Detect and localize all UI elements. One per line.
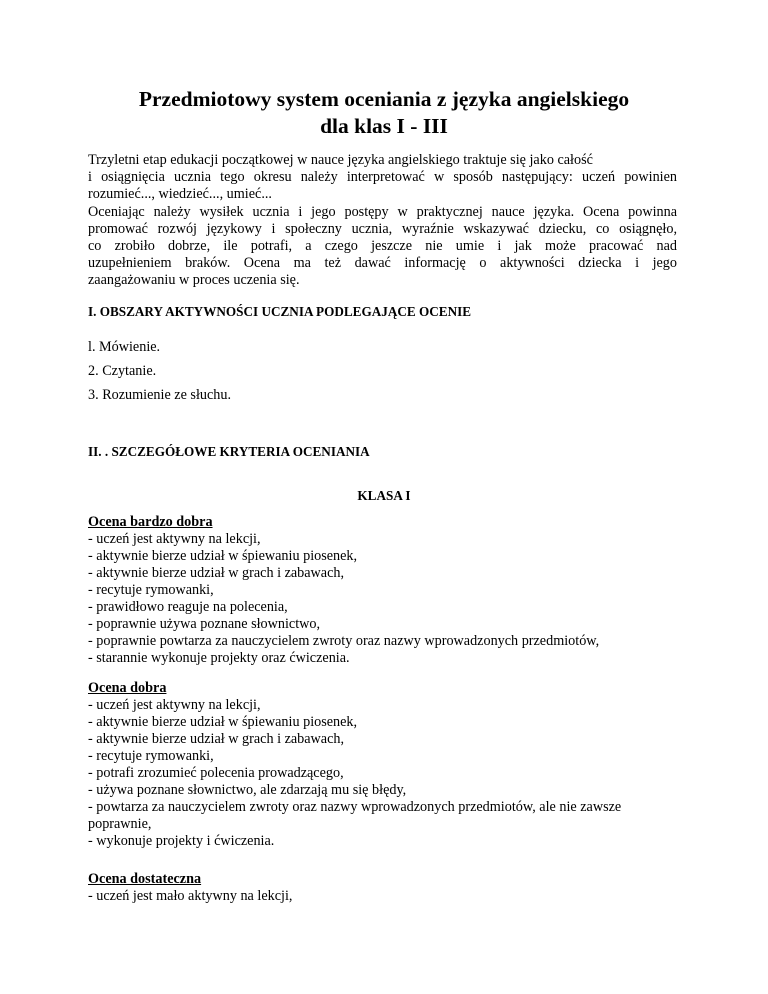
grade-title: Ocena dobra — [88, 680, 167, 696]
document-title-line-2: dla klas I - III — [320, 114, 448, 138]
criteria-item: - uczeń jest aktywny na lekcji, — [88, 697, 261, 713]
criteria-item: - powtarza za nauczycielem zwroty oraz nazwy wprowadzonych przedmiotów, ale nie zawsze — [88, 799, 622, 815]
grade-criteria-list — [88, 697, 698, 850]
intro-paragraph-2 — [88, 204, 677, 290]
criteria-item: - aktywnie bierze udział w śpiewaniu piosenek, — [88, 548, 358, 564]
section-1-heading: I. OBSZARY AKTYWNOŚCI UCZNIA PODLEGAJĄCE OCENIE — [88, 304, 472, 319]
activity-area-item: 3. Rozumienie ze słuchu. — [88, 387, 232, 403]
criteria-item: - poprawnie używa poznane słownictwo, — [88, 616, 321, 632]
criteria-item-continuation: poprawnie, — [88, 816, 152, 832]
criteria-item: - używa poznane słownictwo, ale zdarzają mu się błędy, — [88, 782, 407, 798]
section-2-heading: II. . SZCZEGÓŁOWE KRYTERIA OCENIANIA — [88, 444, 370, 459]
criteria-item: - aktywnie bierze udział w grach i zabawach, — [88, 565, 345, 581]
grade-title: Ocena bardzo dobra — [88, 514, 213, 530]
intro-line: zaangażowaniu w proces uczenia się. — [88, 272, 300, 289]
intro-line: co zrobiło dobrze, ile potrafi, a czego jeszcze nie umie i jak może pracować nad — [88, 238, 677, 255]
activity-area-item: l. Mówienie. — [88, 339, 161, 355]
criteria-item: - wykonuje projekty i ćwiczenia. — [88, 833, 275, 849]
grade-criteria-list — [88, 531, 698, 667]
intro-section — [88, 152, 677, 290]
class-heading: KLASA I — [357, 488, 411, 503]
intro-line: promować rozwój językowy i społeczny ucznia, wyraźnie wskazywać dziecku, co osiągnęło, — [88, 220, 677, 237]
grade-block-very-good — [88, 514, 698, 667]
intro-line: Trzyletni etap edukacji początkowej w nauce języka angielskiego traktuje się jako całość — [88, 152, 593, 168]
criteria-item: - prawidłowo reaguje na polecenia, — [88, 599, 288, 615]
grade-title: Ocena dostateczna — [88, 871, 202, 887]
activity-area-item: 2. Czytanie. — [88, 363, 157, 379]
criteria-item: - uczeń jest aktywny na lekcji, — [88, 531, 261, 547]
criteria-item: - starannie wykonuje projekty oraz ćwiczenia. — [88, 650, 350, 666]
criteria-item: - aktywnie bierze udział w grach i zabawach, — [88, 731, 345, 747]
grade-criteria-list — [88, 888, 698, 905]
criteria-item: - recytuje rymowanki, — [88, 582, 214, 598]
intro-line: Oceniając należy wysiłek ucznia i jego postępy w praktycznej nauce języka. Ocena powinna — [88, 203, 677, 220]
intro-line: rozumieć..., wiedzieć..., umieć... — [88, 186, 272, 203]
criteria-item: - uczeń jest mało aktywny na lekcji, — [88, 888, 293, 904]
criteria-item: - aktywnie bierze udział w śpiewaniu piosenek, — [88, 714, 358, 730]
criteria-item: - potrafi zrozumieć polecenia prowadzącego, — [88, 765, 344, 781]
criteria-item: - recytuje rymowanki, — [88, 748, 214, 764]
intro-line: uzupełnieniem braków. Ocena ma też dawać informację o aktywności dziecka i jego — [88, 255, 677, 272]
intro-line: i osiągnięcia ucznia tego okresu należy interpretować w sposób następujący: uczeń powinien — [88, 169, 677, 186]
grade-block-sufficient — [88, 871, 698, 905]
intro-paragraph-1 — [88, 152, 677, 204]
grade-block-good — [88, 680, 698, 850]
document-title-line-1: Przedmiotowy system oceniania z języka angielskiego — [138, 87, 630, 111]
criteria-item: - poprawnie powtarza za nauczycielem zwroty oraz nazwy wprowadzonych przedmiotów, — [88, 633, 600, 649]
